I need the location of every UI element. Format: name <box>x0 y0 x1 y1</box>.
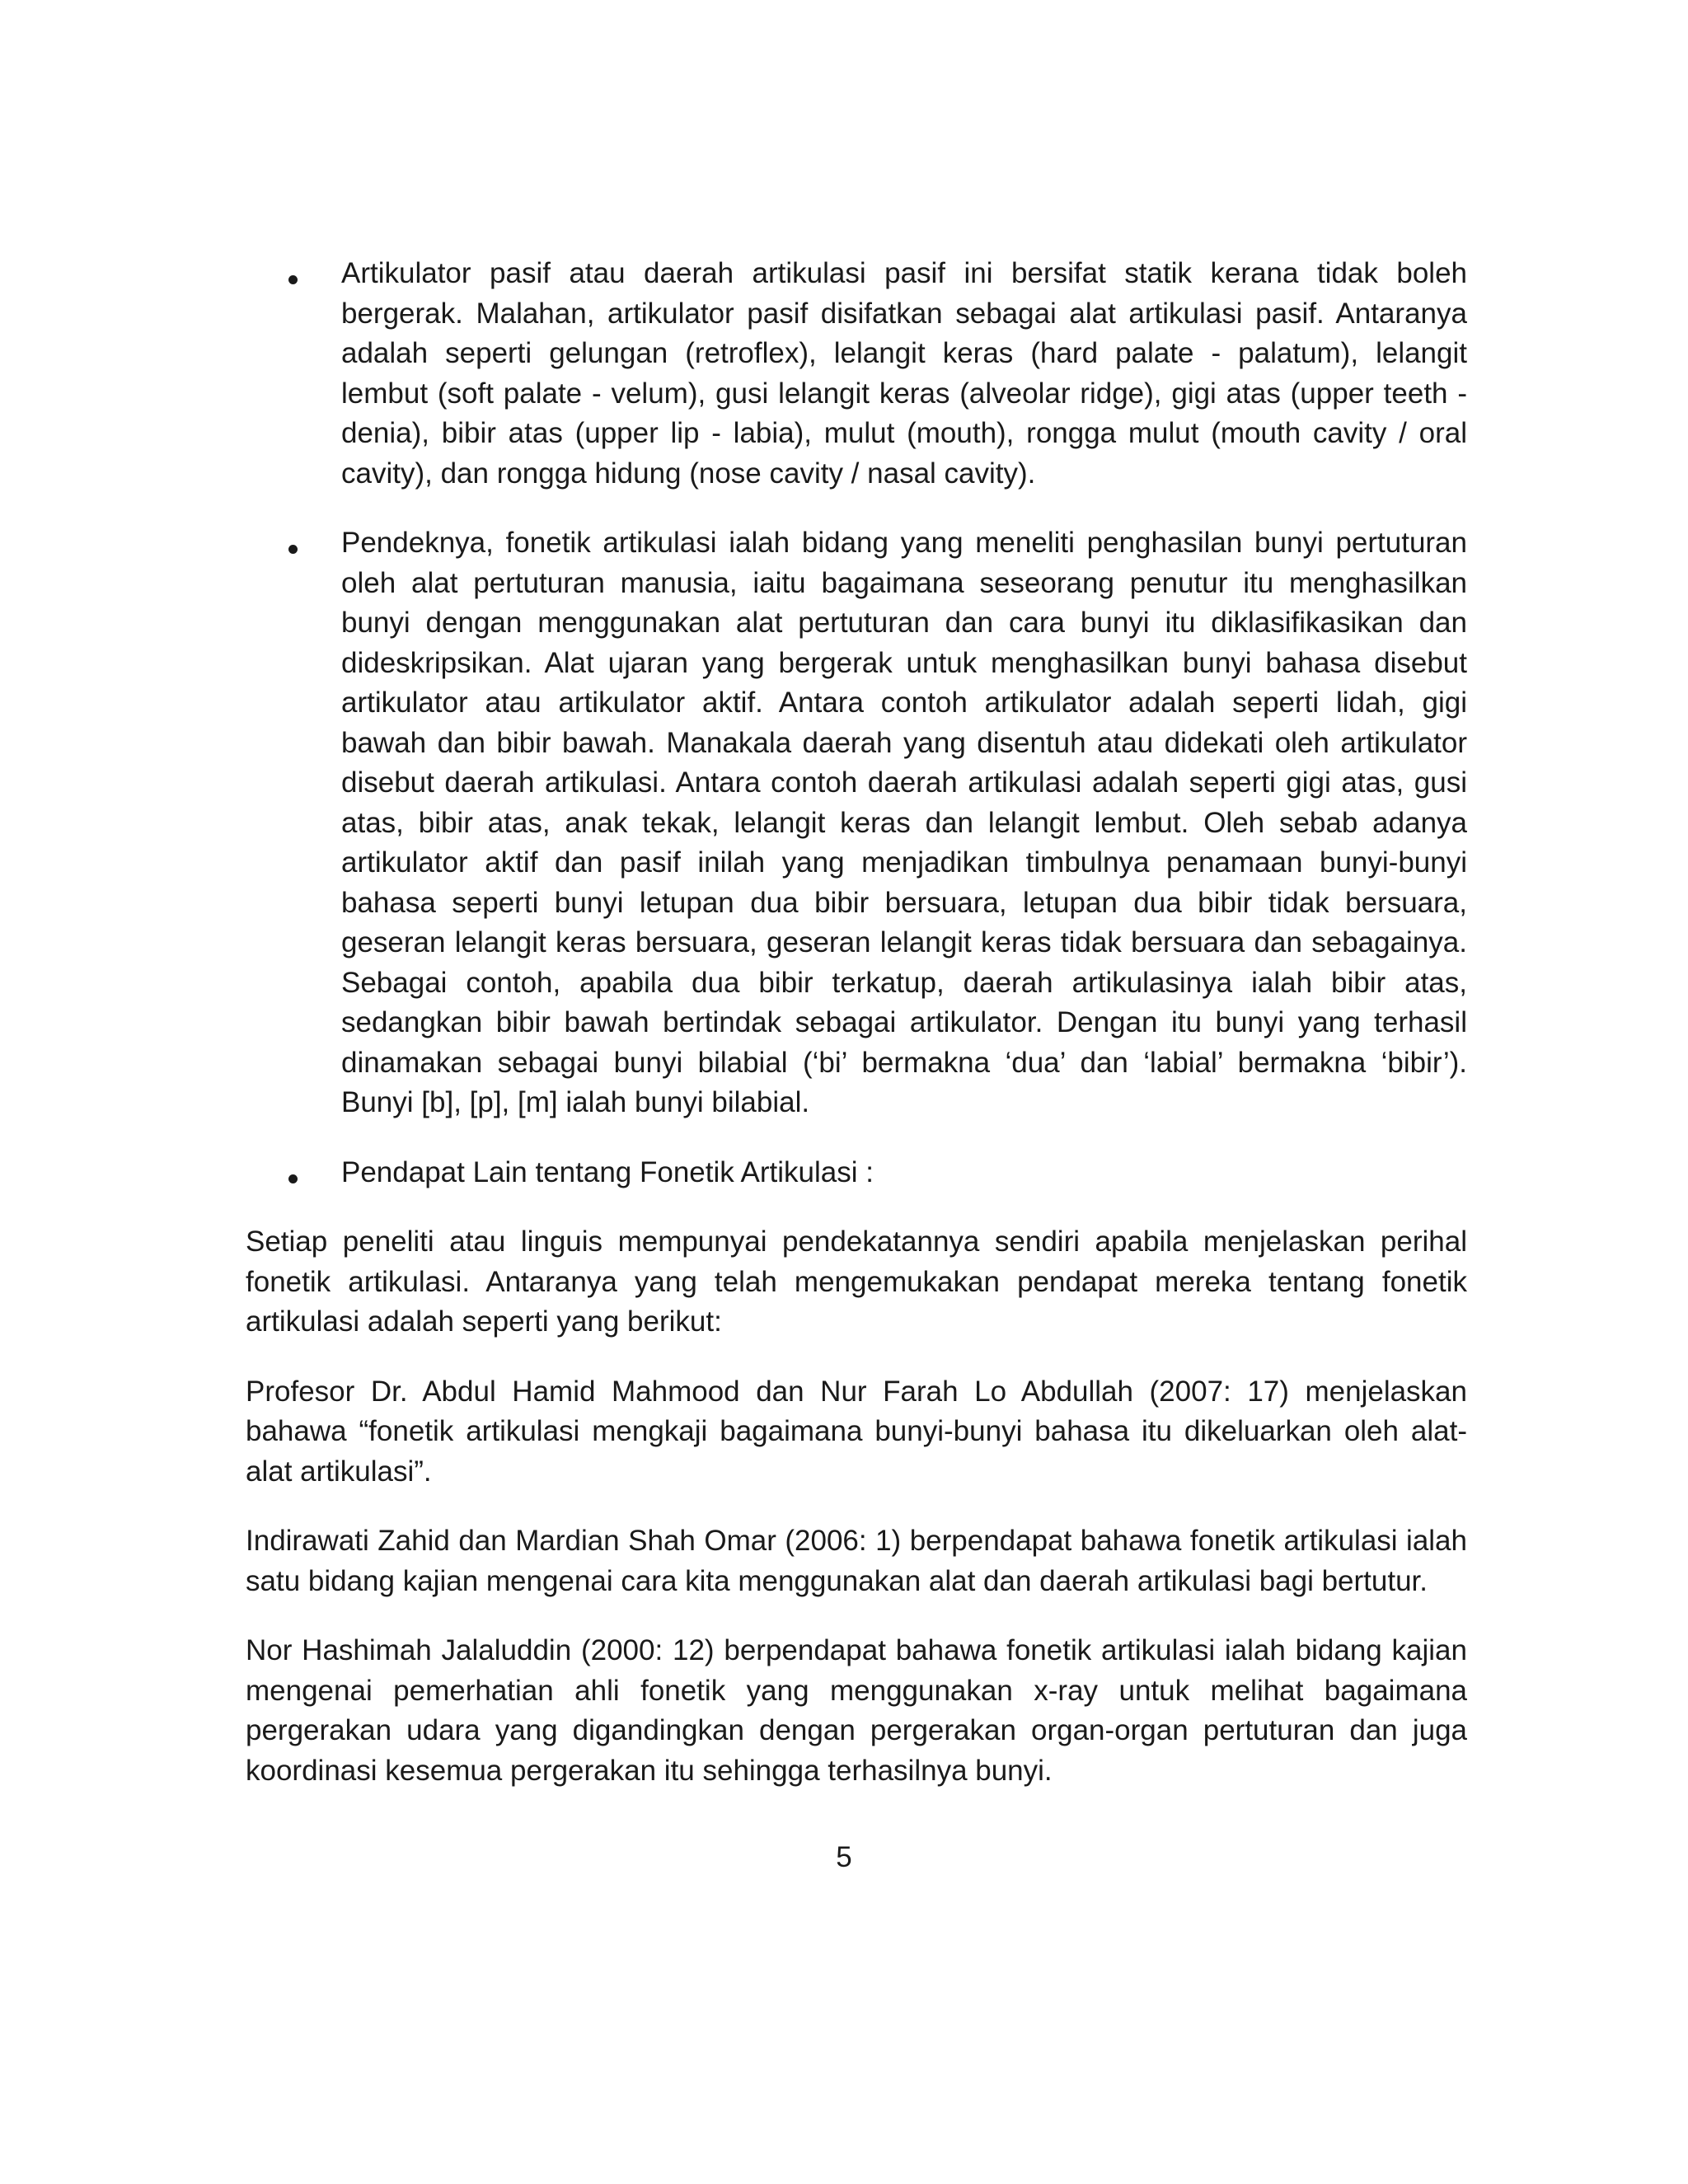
bullet-text: Pendapat Lain tentang Fonetik Artikulasi : <box>341 1155 874 1188</box>
bullet-text: Pendeknya, fonetik artikulasi ialah bidang yang meneliti penghasilan bunyi pertuturan oleh alat pertuturan manusia, iaitu bagaimana seseorang penutur itu menghasilkan bunyi dengan menggunakan alat pertuturan dan cara bunyi itu diklasifikasikan dan dideskripsikan. Alat ujaran yang bergerak untuk menghasilkan bunyi bahasa disebut artikulator atau artikulator aktif. Antara contoh artikulator adalah seperti lidah, gigi bawah dan bibir bawah. Manakala daerah yang disentuh atau didekati oleh artikulator disebut daerah artikulasi. Antara contoh daerah artikulasi adalah seperti gigi atas, gusi atas, bibir atas, anak tekak, lelangit keras dan lelangit lembut. Oleh sebab adanya artikulator aktif dan pasif inilah yang menjadikan timbulnya penamaan bunyi-bunyi bahasa seperti bunyi letupan dua bibir bersuara, letupan dua bibir tidak bersuara, geseran lelangit keras bersuara, geseran lelangit keras tidak bersuara dan sebagainya. Sebagai contoh, apabila dua bibir terkatup, daerah artikulasinya ialah bibir atas, sedangkan bibir bawah bertindak sebagai artikulator. Dengan itu bunyi yang terhasil dinamakan sebagai bunyi bilabial (‘bi’ bermakna ‘dua’ dan ‘labial’ bermakna ‘bibir’). Bunyi [b], [p], [m] ialah bunyi bilabial. <box>341 527 1467 1118</box>
bullet-icon <box>288 545 298 554</box>
paragraph-quote-nor-hashimah: Nor Hashimah Jalaluddin (2000: 12) berpendapat bahawa fonetik artikulasi ialah bidang kajian mengenai pemerhatian ahli fonetik yang menggunakan x-ray untuk melihat bagaimana pergerakan udara yang digandingkan dengan pergerakan organ-organ pertuturan dan juga koordinasi kesemua pergerakan itu sehingga terhasilnya bunyi. <box>246 1634 1467 1787</box>
page-content <box>246 254 1467 1821</box>
bullet-icon <box>288 1174 298 1183</box>
paragraph-quote-abdul-hamid: Profesor Dr. Abdul Hamid Mahmood dan Nur Farah Lo Abdullah (2007: 17) menjelaskan bahawa “fonetik artikulasi mengkaji bagaimana bunyi-bunyi bahasa itu dikeluarkan oleh alat-alat artikulasi”. <box>246 1375 1467 1488</box>
paragraph-intro: Setiap peneliti atau linguis mempunyai pendekatannya sendiri apabila menjelaskan perihal fonetik artikulasi. Antaranya yang telah mengemukakan pendapat mereka tentang fonetik artikulasi adalah seperti yang berikut: <box>246 1226 1467 1338</box>
bullet-item-passive-articulator <box>246 254 1467 494</box>
bullet-item-summary <box>246 523 1467 1123</box>
bullet-icon <box>288 275 298 284</box>
bullet-text: Artikulator pasif atau daerah artikulasi pasif ini bersifat statik kerana tidak boleh bergerak. Malahan, artikulator pasif disifatkan sebagai alat artikulasi pasif. Antaranya adalah seperti gelungan (retroflex), lelangit keras (hard palate - palatum), lelangit lembut (soft palate - velum), gusi lelangit keras (alveolar ridge), gigi atas (upper teeth - denia), bibir atas (upper lip - labia), mulut (mouth), rongga mulut (mouth cavity / oral cavity), dan rongga hidung (nose cavity / nasal cavity). <box>341 257 1467 490</box>
bullet-list <box>246 254 1467 1193</box>
page-number: 5 <box>836 1841 852 1873</box>
bullet-item-other-opinions <box>246 1153 1467 1193</box>
paragraph-quote-indirawati: Indirawati Zahid dan Mardian Shah Omar (2006: 1) berpendapat bahawa fonetik artikulasi ialah satu bidang kajian mengenai cara kita menggunakan alat dan daerah artikulasi bagi bertutur. <box>246 1525 1467 1597</box>
